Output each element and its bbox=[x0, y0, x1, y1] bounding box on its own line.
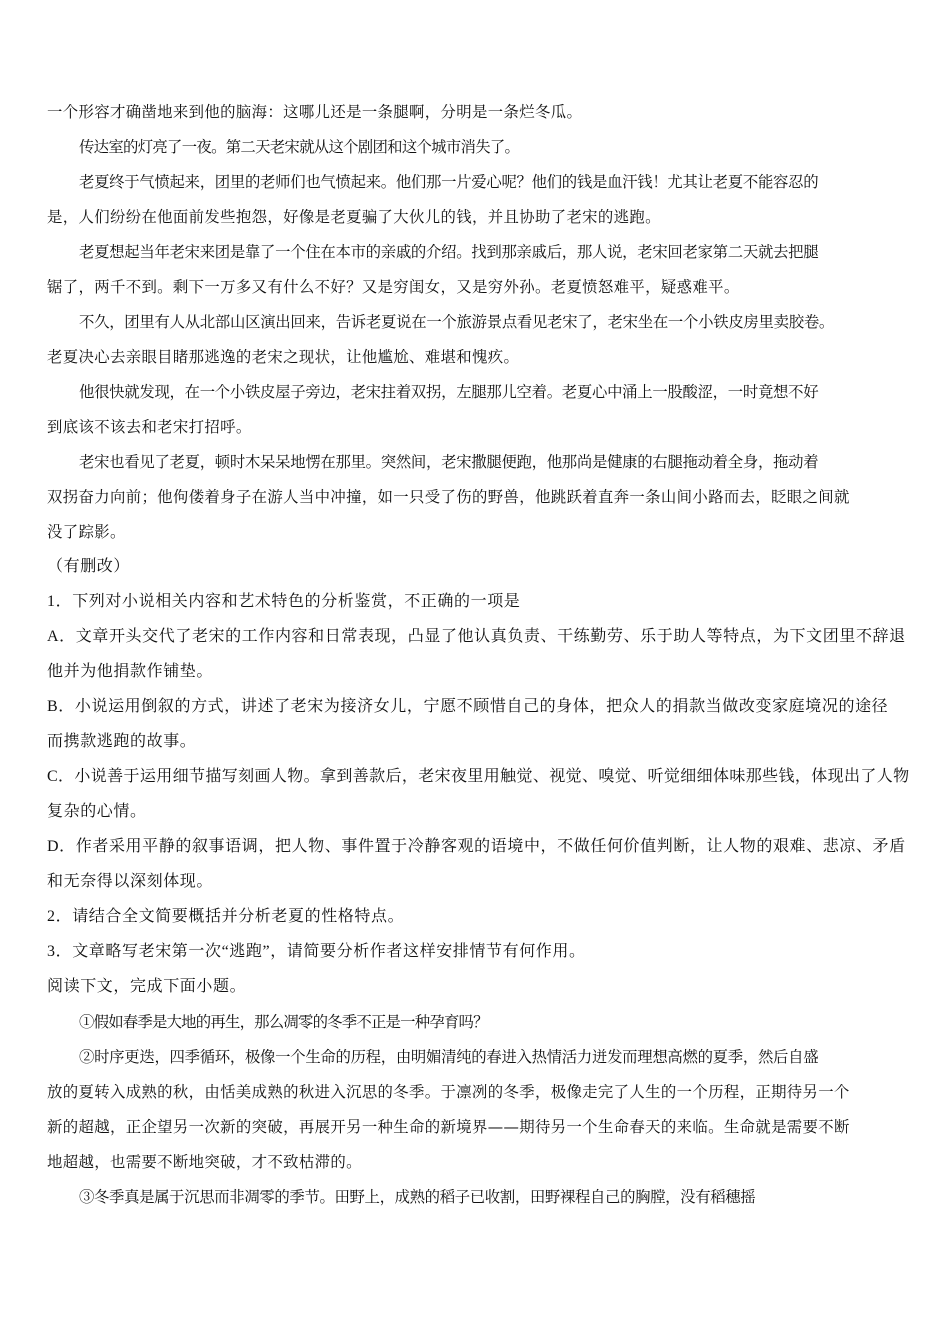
essay-paragraph-1: ①假如春季是大地的再生，那么凋零的冬季不正是一种孕育吗？ bbox=[79, 1013, 488, 1031]
story-line: 是，人们纷纷在他面前发些抱怨，好像是老夏骗了大伙儿的钱，并且协助了老宋的逃跑。 bbox=[47, 208, 661, 226]
story-paragraph: 传达室的灯亮了一夜。第二天老宋就从这个剧团和这个城市消失了。 bbox=[79, 138, 520, 156]
option-d-cont: 和无奈得以深刻体现。 bbox=[47, 873, 214, 890]
essay-paragraph-3: ③冬季真是属于沉思而非凋零的季节。田野上，成熟的稻子已收割，田野裸程自己的胸膛，没有稻穗摇 bbox=[79, 1188, 756, 1206]
question-3: 3．文章略写老宋第一次“逃跑”，请简要分析作者这样安排情节有何作用。 bbox=[47, 943, 586, 960]
essay-line: 新的超越，正企望另一次新的突破，再展开另一种生命的新境界——期待另一个生命春天的来临。生命就是需要不断 bbox=[47, 1118, 850, 1136]
question-2: 2．请结合全文简要概括并分析老夏的性格特点。 bbox=[47, 908, 405, 925]
story-paragraph: 老夏终于气愤起来，团里的老师们也气愤起来。他们那一片爱心呢？他们的钱是血汗钱！尤其让老夏不能容忍的 bbox=[79, 173, 819, 191]
option-c-cont: 复杂的心情。 bbox=[47, 803, 147, 820]
question-1-stem: 1．下列对小说相关内容和艺术特色的分析鉴赏，不正确的一项是 bbox=[47, 593, 521, 610]
option-a: A．文章开头交代了老宋的工作内容和日常表现，凸显了他认真负责、干练勤劳、乐于助人等特点，为下文团里不辞退 bbox=[47, 628, 906, 645]
option-d: D．作者采用平静的叙事语调，把人物、事件置于冷静客观的语境中，不做任何价值判断，让人物的艰难、悲凉、矛盾 bbox=[47, 838, 906, 855]
option-c: C．小说善于运用细节描写刻画人物。拿到善款后，老宋夜里用触觉、视觉、嗅觉、听觉细细体味那些钱，体现出了人物 bbox=[47, 768, 910, 785]
essay-paragraph-2: ②时序更迭，四季循环，极像一个生命的历程，由明媚清纯的春进入热情活力迸发而理想高燃的夏季，然后自盛 bbox=[79, 1048, 819, 1066]
story-paragraph: 不久，团里有人从北部山区演出回来，告诉老夏说在一个旅游景点看见老宋了，老宋坐在一个小铁皮房里卖胶卷。 bbox=[79, 313, 835, 331]
story-line: 老夏决心去亲眼目睹那逃逸的老宋之现状，让他尴尬、难堪和愧疚。 bbox=[47, 348, 520, 366]
story-line: 双拐奋力向前；他佝偻着身子在游人当中冲撞，如一只受了伤的野兽，他跳跃着直奔一条山间小路而去，眨眼之间就 bbox=[47, 488, 850, 506]
essay-line: 地超越，也需要不断地突破，才不致枯滞的。 bbox=[47, 1153, 362, 1171]
story-paragraph: 老宋也看见了老夏，顿时木呆呆地愣在那里。突然间，老宋撒腿便跑，他那尚是健康的右腿拖动着全身，拖动着 bbox=[79, 453, 819, 471]
source-note: （有删改） bbox=[47, 558, 131, 575]
story-paragraph: 他很快就发现，在一个小铁皮屋子旁边，老宋拄着双拐，左腿那儿空着。老夏心中涌上一股酸涩，一时竟想不好 bbox=[79, 383, 819, 401]
option-b: B．小说运用倒叙的方式，讲述了老宋为接济女儿，宁愿不顾惜自己的身体，把众人的捐款当做改变家庭境况的途径 bbox=[47, 698, 889, 715]
option-a-cont: 他并为他捐款作铺垫。 bbox=[47, 663, 214, 680]
reading-instruction: 阅读下文，完成下面小题。 bbox=[47, 978, 247, 995]
option-b-cont: 而携款逃跑的故事。 bbox=[47, 733, 197, 750]
story-line: 到底该不该去和老宋打招呼。 bbox=[47, 418, 252, 436]
story-paragraph: 老夏想起当年老宋来团是靠了一个住在本市的亲戚的介绍。找到那亲戚后，那人说，老宋回老家第二天就去把腿 bbox=[79, 243, 819, 261]
essay-line: 放的夏转入成熟的秋，由恬美成熟的秋进入沉思的冬季。于凛冽的冬季，极像走完了人生的一个历程，正期待另一个 bbox=[47, 1083, 850, 1101]
story-line: 锯了，两千不到。剩下一万多又有什么不好？又是穷闺女，又是穷外孙。老夏愤怒难平，疑惑难平。 bbox=[47, 278, 740, 296]
story-line: 一个形容才确凿地来到他的脑海：这哪儿还是一条腿啊，分明是一条烂冬瓜。 bbox=[47, 103, 583, 121]
story-line: 没了踪影。 bbox=[47, 523, 126, 541]
